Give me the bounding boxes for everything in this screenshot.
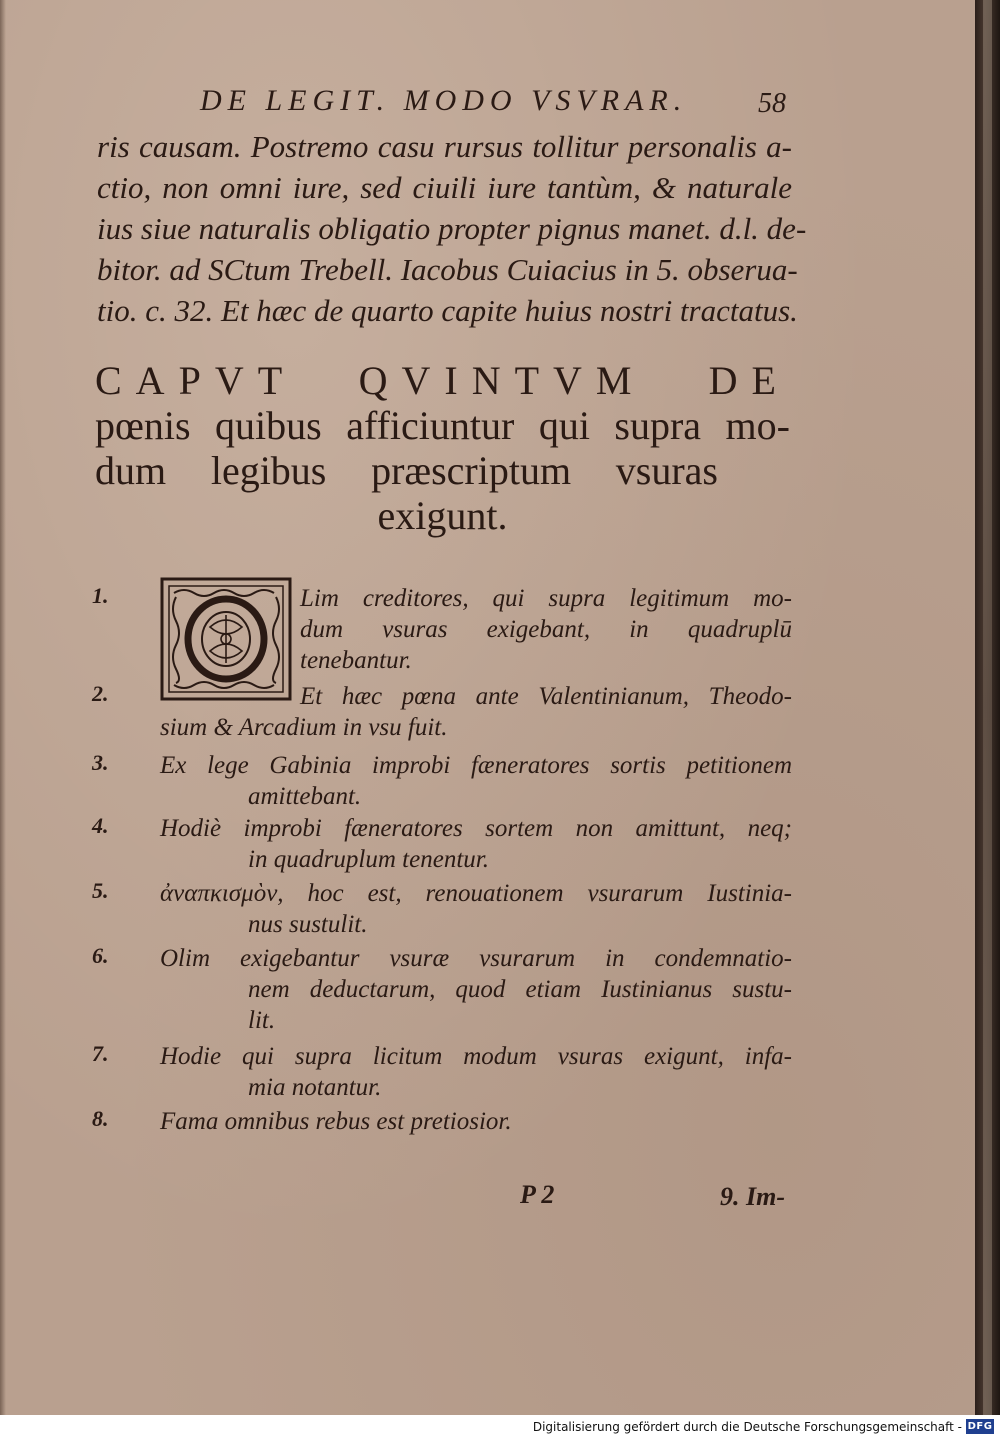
book-edge bbox=[975, 0, 1000, 1415]
chapter-heading bbox=[95, 358, 790, 538]
summary-number: 5. bbox=[92, 878, 109, 903]
chapter-title-line: pœnis quibus afficiuntur qui supra mo- bbox=[95, 403, 790, 448]
chapter-title-last: exigunt. bbox=[377, 493, 508, 538]
text-line: sium & Arcadium in vsu fuit. bbox=[160, 714, 448, 741]
text-line: ἀναπκισμὸν, hoc est, renouationem vsurarum Iustinia- bbox=[160, 880, 792, 907]
summary-number: 4. bbox=[92, 813, 109, 838]
summary-text bbox=[92, 878, 792, 940]
digitization-footer bbox=[0, 1415, 1000, 1439]
summary-item bbox=[92, 681, 792, 743]
summary-item bbox=[92, 750, 792, 812]
summary-number: 7. bbox=[92, 1041, 109, 1066]
catchword: 9. Im- bbox=[720, 1182, 785, 1211]
text-line: dum vsuras exigebant, in quadruplū bbox=[300, 616, 792, 643]
summary-item bbox=[92, 943, 792, 1036]
summary-number: 8. bbox=[92, 1106, 109, 1131]
chapter-title-caps: CAPVT QVINTVM DE bbox=[95, 358, 790, 403]
chapter-title-line: dum legibus præscriptum vsuras bbox=[95, 448, 718, 493]
summary-item bbox=[92, 813, 792, 875]
summary-item bbox=[92, 1041, 792, 1103]
book-edge-strip bbox=[983, 0, 992, 1415]
text-line: ius siue naturalis obligatio propter pignus manet. d.l. de- bbox=[97, 211, 807, 246]
text-line: bitor. ad SCtum Trebell. Iacobus Cuiacius in 5. obserua- bbox=[97, 252, 798, 287]
page-gutter-shadow bbox=[0, 0, 6, 1415]
text-line: Lim creditores, qui supra legitimum mo- bbox=[300, 585, 792, 612]
summary-number: 1. bbox=[92, 583, 109, 608]
text-line: in quadruplum tenentur. bbox=[248, 846, 489, 873]
summary-text bbox=[92, 681, 792, 743]
continuation-text bbox=[97, 126, 807, 331]
summary-number: 3. bbox=[92, 750, 109, 775]
text-line: amittebant. bbox=[248, 783, 362, 810]
summary-text bbox=[92, 943, 792, 1036]
signature-mark: P 2 bbox=[520, 1180, 555, 1209]
text-line: Hodie qui supra licitum modum vsuras exigunt, infa- bbox=[160, 1043, 792, 1070]
text-line: Et hæc pœna ante Valentinianum, Theodo- bbox=[300, 683, 792, 710]
summary-text bbox=[92, 750, 792, 812]
text-line: tio. c. 32. Et hæc de quarto capite huius nostri tractatus. bbox=[97, 293, 798, 328]
summary-text bbox=[92, 813, 792, 875]
summary-item bbox=[92, 583, 792, 676]
text-line: Hodiè improbi fæneratores sortem non amittunt, neq; bbox=[160, 815, 792, 842]
page-number: 58 bbox=[758, 88, 786, 119]
summary-number: 2. bbox=[92, 681, 109, 706]
summary-item bbox=[92, 1106, 792, 1137]
text-line: ctio, non omni iure, sed ciuili iure tantùm, & naturale bbox=[97, 170, 792, 205]
text-line: lit. bbox=[248, 1007, 276, 1034]
summary-text bbox=[92, 1041, 792, 1103]
summary-text bbox=[92, 1106, 792, 1137]
summary-item bbox=[92, 878, 792, 940]
summary-text bbox=[92, 583, 792, 676]
text-line: nem deductarum, quod etiam Iustinianus sustu- bbox=[248, 976, 792, 1003]
dfg-logo: DFG bbox=[967, 1421, 993, 1432]
text-line: Ex lege Gabinia improbi fæneratores sortis petitionem bbox=[160, 752, 792, 779]
text-line: Fama omnibus rebus est pretiosior. bbox=[160, 1108, 512, 1135]
text-line: mia notantur. bbox=[248, 1074, 382, 1101]
running-head: DE LEGIT. MODO VSVRAR. bbox=[200, 84, 688, 117]
text-line: Olim exigebantur vsuræ vsurarum in condemnatio- bbox=[160, 945, 792, 972]
text-line: ris causam. Postremo casu rursus tollitur personalis a- bbox=[97, 129, 792, 164]
summary-number: 6. bbox=[92, 943, 109, 968]
footer-credit: Digitalisierung gefördert durch die Deutsche Forschungsgemeinschaft - bbox=[532, 1420, 962, 1434]
text-line: nus sustulit. bbox=[248, 911, 368, 938]
text-line: tenebantur. bbox=[300, 647, 412, 674]
